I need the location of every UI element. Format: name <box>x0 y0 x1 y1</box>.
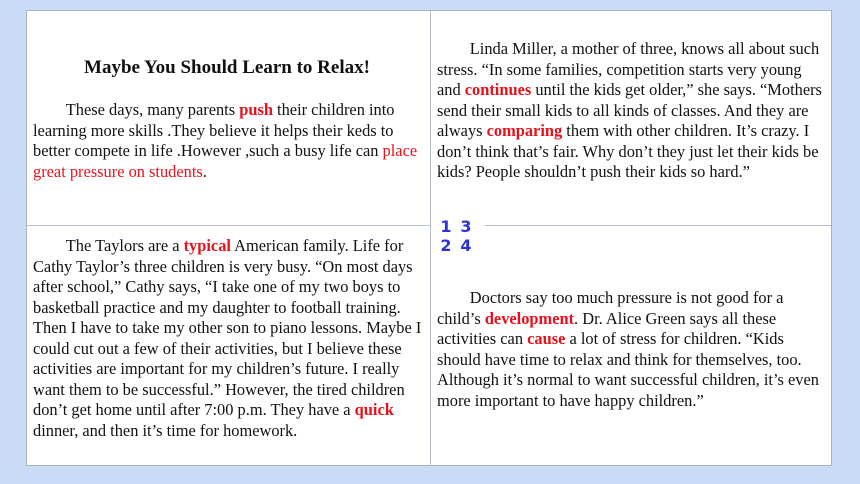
quadrant-1 <box>33 51 421 182</box>
reading-grid <box>26 10 832 466</box>
keyword-development: development <box>484 308 575 328</box>
number-2: 2 <box>440 236 452 255</box>
number-1: 1 <box>440 217 452 236</box>
keyword-cause: cause <box>527 329 566 348</box>
keyword-comparing: comparing <box>486 121 563 140</box>
horizontal-divider <box>27 225 831 226</box>
quadrant-2 <box>33 236 425 441</box>
keyword-push: push <box>239 100 273 119</box>
keyword-quick: quick <box>354 400 394 419</box>
paragraph-2: Linda Miller, a mother of three, knows all about such stress. “In some families, competition starts very young and continues until the kids get older,” she says. “Mothers send their small kids to all kinds of classes. And they are always comparing them with other children. It’s crazy. I don’t think that’s fair. Why don’t they just let their kids be kids? People shouldn’t push their kids so hard.” <box>437 39 822 181</box>
paragraph-4: Doctors say too much pressure is not good for a child’s development. Dr. Alice Green says all these activities can cause a lot of stress for children. “Kids should have time to relax and think for themselves, too. Although it’s normal to want successful children, it’s even more important to have happy children.” <box>437 288 819 410</box>
keyword-continues: continues <box>464 80 532 99</box>
quadrant-4 <box>437 288 825 411</box>
quadrant-number-key <box>431 217 485 255</box>
paragraph-1: These days, many parents push their children into learning more skills .They believe it helps their keds to better compete in life .However ,such a busy life can place great pressure on students. <box>33 100 418 181</box>
quadrant-3 <box>437 39 825 183</box>
phrase-place-great-pressure: place great pressure on students <box>33 141 418 181</box>
keyword-typical: typical <box>183 236 231 255</box>
article-title: Maybe You Should Learn to Relax! <box>84 57 370 78</box>
number-3: 3 <box>460 217 472 236</box>
number-4: 4 <box>460 236 472 255</box>
paragraph-3: The Taylors are a typical American family. Life for Cathy Taylor’s three children is very busy. “On most days after school,” Cathy says, “I take one of my two boys to basketball practice and my daughter to football training. Then I have to take my other son to piano lessons. Maybe I could cut out a few of their activities, but I believe these activities are important for my children’s future. I really want them to be successful.” However, the tired children don’t get home until after 7:00 p.m. They have a quick dinner, and then it’s time for homework. <box>33 236 422 440</box>
